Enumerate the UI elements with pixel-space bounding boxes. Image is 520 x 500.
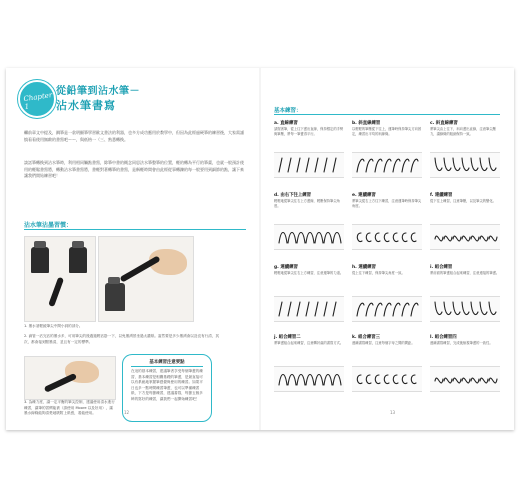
- stroke-sample: [274, 224, 344, 250]
- practice-cell: [274, 192, 344, 262]
- stroke-path: [279, 158, 336, 172]
- stroke-path: [357, 233, 416, 242]
- practice-cell: [352, 264, 422, 334]
- ink-bottles-photo: [24, 236, 96, 322]
- stroke-path: [279, 233, 341, 244]
- stroke-drawing: [430, 153, 500, 177]
- chapter-badge-label: Chapter 1: [23, 91, 53, 112]
- practice-cell-title: h. 連續練習: [352, 265, 376, 270]
- stroke-sample: [352, 366, 422, 392]
- stroke-sample: [352, 152, 422, 178]
- practice-cell: [352, 192, 422, 262]
- stroke-path: [357, 159, 418, 172]
- section-heading: 沾水筆沾墨習慣：: [24, 222, 73, 229]
- page-number-left: 12: [124, 410, 130, 415]
- stroke-path: [279, 375, 341, 386]
- practice-cell-title: g. 連續練習: [274, 265, 298, 270]
- book-spread: [6, 68, 514, 430]
- intro-paragraph-2: 談話筆轉換到沾水筆時，利用相同觸點書寫，除筆中書的概念同思法水筆整筆的位置，輕的轉為平行的筆畫，也就一般預計使用的輕鬆書寫將，轉動沾水筆書寫將，書輕對著轉筆的書寫，是稱輕時間會由此經從事轉鍊的每一般要用到細節的點，讓下來讓我們開始練習吧！: [24, 160, 244, 178]
- stroke-drawing: [274, 225, 344, 249]
- stroke-path: [435, 302, 496, 315]
- basic-practice-rule: [274, 114, 500, 115]
- ink-bottle-right: [69, 247, 87, 273]
- practice-cell-text: 將筆尖由上往下，斜向畫出直線，注意筆尖壓力，讓線條的粗細保持一致。: [430, 127, 496, 136]
- intro-paragraph-1: 繼前章文中提及，鋼筆是一款明顯筆學習歐文書法的利器，也多方成功應用於教學中，但因為此經過硬筆的練習後，大家需謹慎看看使用無敵的書寫吧～～，與低格一（三、熟悉轉換。: [24, 130, 244, 142]
- practice-cell-text: 連續書寫練習，完成後檢視筆畫的一致性。: [430, 341, 493, 345]
- stroke-drawing: [430, 225, 500, 249]
- practice-cell-text: 從上往下練習，保持筆尖角度一致。: [352, 271, 405, 275]
- practice-cell-text: 輕輕地從筆尖往右上方練習，注意運筆的力道。: [274, 271, 344, 275]
- stroke-path: [435, 378, 497, 383]
- note-rule: [131, 366, 203, 367]
- practice-cell-title: l. 組合練習四: [430, 335, 457, 340]
- practice-cell: [430, 334, 500, 404]
- section-rule: [24, 229, 246, 230]
- stroke-drawing: [430, 367, 500, 391]
- practice-cell-title: d. 由右下往上練習: [274, 193, 312, 198]
- chapter-title-line2: 沾水筆書寫: [56, 99, 116, 112]
- practice-cell-text: 從下往上練習，注意筆壓，以及筆尖的變化。: [430, 199, 496, 203]
- dipping-pen-photo: [98, 236, 194, 322]
- practice-cell-title: f. 連續練習: [430, 193, 453, 198]
- writing-photo: [24, 356, 116, 400]
- practice-cell-title: b. 斜直線練習: [352, 121, 381, 126]
- practice-cell-title: j. 組合練習二: [274, 335, 301, 340]
- note-box: [122, 354, 212, 422]
- note-body: 在這的基本練習，建議筆者享受每個筆畫的練習，基本練習是相關基礎的筆畫，是最直接可以有系統地掌握筆感覺與使用的練習。如果平日也多一點時間練習筆畫，也可以準備練習紙，下方是每節練習，建議書寫，每節五個多餘的寫好的練習，讓我們一起開始練習吧！: [131, 369, 203, 401]
- stroke-drawing: [352, 297, 422, 321]
- practice-cell-title: k. 組合練習三: [352, 335, 381, 340]
- practice-cell-text: 將筆畫組合起來練習，注意轉折處的書寫方式。: [274, 341, 344, 345]
- practice-cell-title: i. 組合練習: [430, 265, 453, 270]
- practice-cell-text: 以輕輕的筆壓從下往上，運筆時保持筆尖方向固定，練習出平均的斜線條。: [352, 127, 422, 136]
- stroke-path: [357, 375, 416, 384]
- practice-cell-title: a. 直線練習: [274, 121, 298, 126]
- stroke-drawing: [274, 297, 344, 321]
- practice-cell: [274, 264, 344, 334]
- ink-bottle: [105, 283, 125, 311]
- stroke-sample: [352, 296, 422, 322]
- practice-cell-text: 輕輕地從筆尖往右上方畫線，輕壓保持筆尖角度。: [274, 199, 340, 208]
- practice-cell: [430, 264, 500, 334]
- stroke-sample: [274, 152, 344, 178]
- writing-pen: [44, 373, 77, 393]
- practice-cell-text: 將前面的筆畫組合起來練習，注意連接的筆畫。: [430, 271, 500, 275]
- dip-pen: [48, 277, 64, 307]
- stroke-sample: [430, 152, 500, 178]
- practice-cell: [274, 334, 344, 404]
- stroke-sample: [430, 366, 500, 392]
- page-number-right: 13: [390, 410, 396, 415]
- practice-cell-title: e. 連續練習: [352, 193, 376, 198]
- stroke-sample: [352, 224, 422, 250]
- left-page: [6, 68, 260, 430]
- chapter-title-line1: 從鉛筆到沾水筆－: [56, 86, 140, 97]
- practice-cell-text: 連續書寫練習，注意每個字母之間的間距。: [352, 341, 415, 345]
- practice-cell: [430, 120, 500, 190]
- practice-cell-title: c. 斜直線練習: [430, 121, 458, 126]
- caption-3: 3. 為練力度，讓一定平衡的筆尖控制，建議使用清水進行練習，讓筆的習慣能被（請使用 Moore 以及好用），讓墨水線條能夠清楚地吸附上紙張，看能使用。: [24, 400, 115, 415]
- caption-1: 1. 墨水須輕緩筆尖中間小洞的部分。: [24, 324, 83, 328]
- practice-cell-text: 請握著筆，從上往下畫出直線，保持穩定的手勢與筆壓，將每一筆畫得平行。: [274, 127, 344, 136]
- stroke-sample: [430, 224, 500, 250]
- stroke-sample: [430, 296, 500, 322]
- stroke-drawing: [352, 225, 422, 249]
- practice-cell: [352, 334, 422, 404]
- stroke-drawing: [352, 367, 422, 391]
- ink-bottle-left: [31, 247, 49, 273]
- stroke-drawing: [352, 153, 422, 177]
- basic-practice-heading: 基本練習：: [274, 108, 302, 114]
- stroke-path: [435, 236, 497, 241]
- stroke-drawing: [274, 153, 344, 177]
- stroke-sample: [274, 296, 344, 322]
- chapter-badge: [18, 80, 56, 118]
- right-page: [260, 68, 514, 430]
- stroke-drawing: [430, 297, 500, 321]
- note-title: 基本練習注意要點: [149, 360, 185, 365]
- stroke-path: [435, 158, 496, 171]
- stroke-sample: [274, 366, 344, 392]
- caption-2: 2. 滴管一沾完沾的墨水多，可用筆尖的後過過輕沾掛一下，以免墨漬蔡坐過太濃紙。當然要是多少墨漬會以及沒有行清，其次，都會接到點墨清，並且有一定的標準。: [24, 334, 220, 344]
- stroke-path: [279, 302, 336, 316]
- stroke-path: [357, 303, 418, 316]
- stroke-drawing: [274, 367, 344, 391]
- practice-cell-text: 將筆尖從右上方往下練習，注意運筆時保持筆尖角度。: [352, 199, 422, 208]
- practice-cell: [352, 120, 422, 190]
- practice-cell: [274, 120, 344, 190]
- practice-cell: [430, 192, 500, 262]
